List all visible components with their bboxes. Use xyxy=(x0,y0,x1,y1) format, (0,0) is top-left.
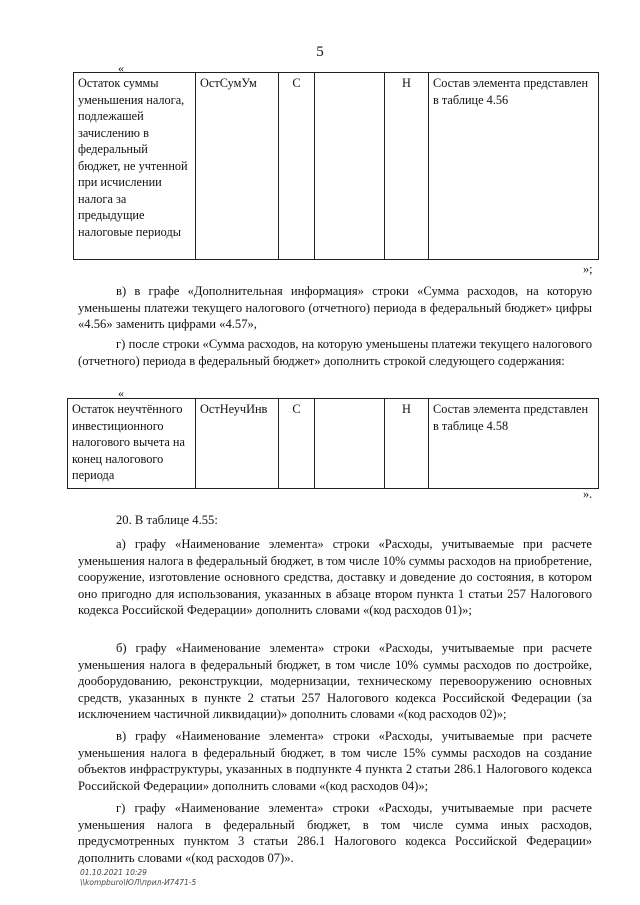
table2-cell-name: Остаток неучтённого инвестиционного налогового вычета на конец налогового периода xyxy=(68,399,196,489)
footer-path: \\kompburo\ЮЛ\прил-И7471-5 xyxy=(80,878,197,887)
table2-cell-required: Н xyxy=(385,399,429,489)
table1-cell-name: Остаток суммы уменьшения налога, подлежашей зачислению в федеральный бюджет, не учтенной при исчислении налога за предыдущие налоговые периоды xyxy=(74,73,196,260)
table2-open-quote: « xyxy=(118,386,124,400)
table2-cell-code: ОстНеучИнв xyxy=(196,399,279,489)
item-b: б) графу «Наименование элемента» строки «Расходы, учитываемые при расчете уменьшения налога в федеральный бюджет, в том числе 10% суммы расходов по достройке, дооборудованию, реконструкции, модернизации, техническому перевооружению основных средств, указанных в пункте 2 статьи 257 Налогового кодекса Российской Федерации (за исключением частичной ликвидации)» дополнить словами «(код расходов 02)»; xyxy=(78,641,592,722)
table2-cell-type: С xyxy=(279,399,315,489)
table2-row xyxy=(68,399,599,489)
table2-close-quote: ». xyxy=(583,487,593,501)
table2-cell-format xyxy=(315,399,385,489)
table1-cell-code: ОстСумУм xyxy=(196,73,279,260)
table1-cell-required: Н xyxy=(385,73,429,260)
table2-cell-info: Состав элемента представлен в таблице 4.58 xyxy=(429,399,599,489)
item-v: в) графу «Наименование элемента» строки «Расходы, учитываемые при расчете уменьшения налога в федеральный бюджет, в том числе 15% суммы расходов на создание объектов инфраструктуры, указанных в подпункте 4 пункта 2 статьи 286.1 Налогового кодекса Российской Федерации» дополнить словами «(код расходов 04)»; xyxy=(78,729,592,793)
paragraph-v: в) в графе «Дополнительная информация» строки «Сумма расходов, на которую уменьшены платежи текущего налогового (отчетного) периода в федеральный бюджет» цифры «4.56» заменить цифрами «4.57», xyxy=(78,284,592,332)
item-a: а) графу «Наименование элемента» строки «Расходы, учитываемые при расчете уменьшения налога в федеральный бюджет, в том числе 10% суммы расходов на приобретение, сооружение, изготовление основного средства, доставку и доведение до состояния, в котором оно пригодно для использования, указанных в абзаце втором пункта 1 статьи 257 Налогового кодекса Российской Федерации» дополнить словами «(код расходов 01)»; xyxy=(78,537,592,618)
section-title: 20. В таблице 4.55: xyxy=(116,513,218,527)
table1-row xyxy=(74,73,599,260)
table1-cell-type: С xyxy=(279,73,315,260)
paragraph-g: г) после строки «Сумма расходов, на которую уменьшены платежи текущего налогового (отчетного) периода в федеральный бюджет» дополнить строкой следующего содержания: xyxy=(78,337,592,368)
item-g: г) графу «Наименование элемента» строки «Расходы, учитываемые при расчете уменьшения налога в федеральный бюджет, в том числе сумма иных расходов, предусмотренных пунктом 3 статьи 286.1 Налогового кодекса Российской Федерации» дополнить словами «(код расходов 07)». xyxy=(78,801,592,865)
table1-open-quote: « xyxy=(118,61,124,75)
footer-date: 01.10.2021 10:29 xyxy=(80,868,147,877)
table1-cell-info: Состав элемента представлен в таблице 4.56 xyxy=(429,73,599,260)
table1 xyxy=(73,72,599,260)
table1-close-quote: »; xyxy=(583,262,593,276)
page-number: 5 xyxy=(316,44,324,60)
table1-cell-format xyxy=(315,73,385,260)
table2 xyxy=(67,398,599,489)
